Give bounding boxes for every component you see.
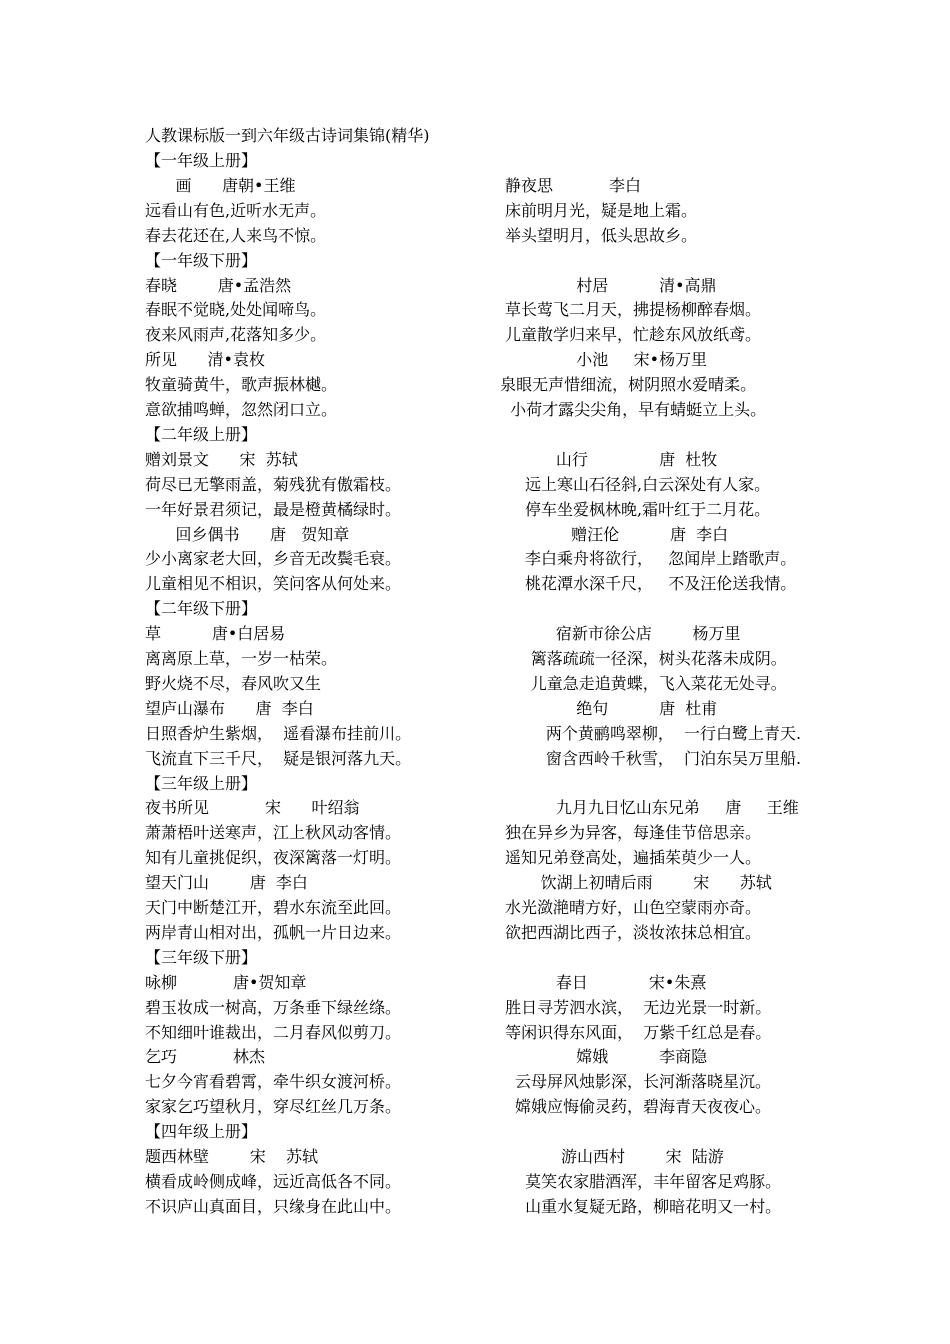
poem-line-left: 草 唐•白居易 xyxy=(145,624,286,643)
poem-line-right: 水光潋滟晴方好，山色空蒙雨亦奇。 xyxy=(505,898,762,917)
poem-line-left: 少小离家老大回，乡音无改鬓毛衰。 xyxy=(145,549,402,568)
poem-line-right: 游山西村 宋 陆游 xyxy=(505,1147,724,1166)
section-heading: 【三年级上册】 xyxy=(145,774,258,793)
poem-line-left: 七夕今宵看碧霄，牵牛织女渡河桥。 xyxy=(145,1072,402,1091)
poem-line-right: 山重水复疑无路，柳暗花明又一村。 xyxy=(515,1197,782,1216)
poem-line-right: 胜日寻芳泗水滨， 无边光景一时新。 xyxy=(500,998,772,1017)
poem-line-right: 云母屏风烛影深，长河渐落晓星沉。 xyxy=(515,1072,772,1091)
poem-line-right: 泉眼无声惜细流，树阴照水爱晴柔。 xyxy=(495,375,757,394)
section-heading: 【一年级下册】 xyxy=(145,251,258,270)
poem-line-left: 飞流直下三千尺， 疑是银河落九天。 xyxy=(145,749,412,768)
poem-line-left: 所见 清•袁枚 xyxy=(145,350,265,369)
poem-line-right: 山行 唐 杜牧 xyxy=(505,450,718,469)
poem-line-left: 离离原上草，一岁一枯荣。 xyxy=(145,649,338,668)
poem-line-left: 画 唐朝•王维 xyxy=(145,176,296,195)
section-heading: 【二年级上册】 xyxy=(145,425,258,444)
poem-line-right: 村居 清•高鼎 xyxy=(505,276,717,295)
poem-line-right: 举头望明月，低头思故乡。 xyxy=(505,226,698,245)
section-heading: 【二年级下册】 xyxy=(145,599,258,618)
poem-line-right: 儿童急走追黄蝶，飞入菜花无处寻。 xyxy=(490,674,787,693)
poem-line-left: 远看山有色,近听水无声。 xyxy=(145,201,327,220)
poem-line-left: 春眠不觉晓,处处闻啼鸟。 xyxy=(145,300,327,319)
poem-line-right: 等闲识得东风面， 万紫千红总是春。 xyxy=(500,1023,772,1042)
poem-line-left: 意欲捕鸣蝉，忽然闭口立。 xyxy=(145,400,338,419)
poem-line-right: 远上寒山石径斜,白云深处有人家。 xyxy=(525,475,771,494)
poem-line-right: 小池 宋•杨万里 xyxy=(505,350,708,369)
poem-line-right: 春日 宋•朱熹 xyxy=(505,973,707,992)
section-heading: 【三年级下册】 xyxy=(145,948,258,967)
poem-line-right: 窗含西岭千秋雪， 门泊东吴万里船. xyxy=(495,749,802,768)
poem-line-left: 夜书所见 宋 叶绍翁 xyxy=(145,798,360,817)
poem-line-right: 饮湖上初晴后雨 宋 苏轼 xyxy=(505,873,772,892)
poem-line-right: 李白乘舟将欲行， 忽闻岸上踏歌声。 xyxy=(525,549,797,568)
poem-line-left: 家家乞巧望秋月，穿尽红丝几万条。 xyxy=(145,1097,402,1116)
poem-line-right: 桃花潭水深千尺， 不及汪伦送我情。 xyxy=(525,574,797,593)
poem-line-left: 荷尽已无擎雨盖，菊残犹有傲霜枝。 xyxy=(145,475,402,494)
poem-line-right: 草长莺飞二月天，拂提杨柳醉春烟。 xyxy=(505,300,762,319)
poem-line-left: 不知细叶谁裁出，二月春风似剪刀。 xyxy=(145,1023,402,1042)
poem-line-left: 题西林壁 宋 苏轼 xyxy=(145,1147,319,1166)
poem-line-left: 野火烧不尽，春风吹又生 xyxy=(145,674,322,693)
poem-line-right: 儿童散学归来早，忙趁东风放纸鸢。 xyxy=(505,325,762,344)
poem-line-right: 遥知兄弟登高处，遍插茱萸少一人。 xyxy=(505,848,762,867)
poem-line-right: 静夜思 李白 xyxy=(505,176,641,195)
poem-line-left: 春去花还在,人来鸟不惊。 xyxy=(145,226,327,245)
poem-line-left: 横看成岭侧成峰，远近高低各不同。 xyxy=(145,1172,402,1191)
poem-line-left: 日照香炉生紫烟， 遥看瀑布挂前川。 xyxy=(145,724,412,743)
poem-line-left: 天门中断楚江开，碧水东流至此回。 xyxy=(145,898,402,917)
poem-line-left: 儿童相见不相识，笑问客从何处来。 xyxy=(145,574,402,593)
poem-line-left: 乞巧 林杰 xyxy=(145,1047,265,1066)
poem-line-right: 嫦娥应悔偷灵药，碧海青天夜夜心。 xyxy=(515,1097,772,1116)
poem-line-right: 两个黄鹂鸣翠柳， 一行白鹭上青天. xyxy=(495,724,802,743)
poem-line-right: 篱落疏疏一径深，树头花落未成阴。 xyxy=(490,649,787,668)
poem-line-left: 赠刘景文 宋 苏轼 xyxy=(145,450,298,469)
poem-line-left: 碧玉妆成一树高，万条垂下绿丝绦。 xyxy=(145,998,402,1017)
poem-line-right: 嫦娥 李商隐 xyxy=(505,1047,708,1066)
poem-line-left: 牧童骑黄牛，歌声振林樾。 xyxy=(145,375,338,394)
poem-line-right: 绝句 唐 杜甫 xyxy=(505,699,718,718)
poem-line-right: 床前明月光，疑是地上霜。 xyxy=(505,201,698,220)
section-heading: 【一年级上册】 xyxy=(145,151,258,170)
poem-line-left: 知有儿童挑促织，夜深篱落一灯明。 xyxy=(145,848,402,867)
poem-line-left: 两岸青山相对出，孤帆一片日边来。 xyxy=(145,923,402,942)
poem-line-right: 莫笑农家腊酒浑，丰年留客足鸡豚。 xyxy=(515,1172,782,1191)
poem-line-left: 一年好景君须记，最是橙黄橘绿时。 xyxy=(145,500,402,519)
poem-line-right: 赠汪伦 唐 李白 xyxy=(505,525,729,544)
poem-line-right: 九月九日忆山东兄弟 唐 王维 xyxy=(505,798,799,817)
poem-line-right: 小荷才露尖尖角，早有蜻蜓立上头。 xyxy=(505,400,767,419)
poem-line-right: 宿新市徐公店 杨万里 xyxy=(505,624,741,643)
poem-line-right: 独在异乡为异客，每逢佳节倍思亲。 xyxy=(505,823,762,842)
poem-line-left: 春晓 唐•孟浩然 xyxy=(145,276,292,295)
poem-line-left: 不识庐山真面目，只缘身在此山中。 xyxy=(145,1197,402,1216)
poem-line-left: 萧萧梧叶送寒声，江上秋风动客情。 xyxy=(145,823,402,842)
section-heading: 【四年级上册】 xyxy=(145,1122,258,1141)
poem-line-left: 望天门山 唐 李白 xyxy=(145,873,308,892)
poem-line-left: 望庐山瀑布 唐 李白 xyxy=(145,699,314,718)
poem-line-left: 回乡偶书 唐 贺知章 xyxy=(145,525,350,544)
poem-line-right: 停车坐爱枫林晚,霜叶红于二月花。 xyxy=(525,500,771,519)
document-title: 人教课标版一到六年级古诗词集锦(精华) xyxy=(145,126,430,145)
poem-line-right: 欲把西湖比西子，淡妆浓抹总相宜。 xyxy=(505,923,762,942)
poem-line-left: 夜来风雨声,花落知多少。 xyxy=(145,325,327,344)
poem-line-left: 咏柳 唐•贺知章 xyxy=(145,973,307,992)
